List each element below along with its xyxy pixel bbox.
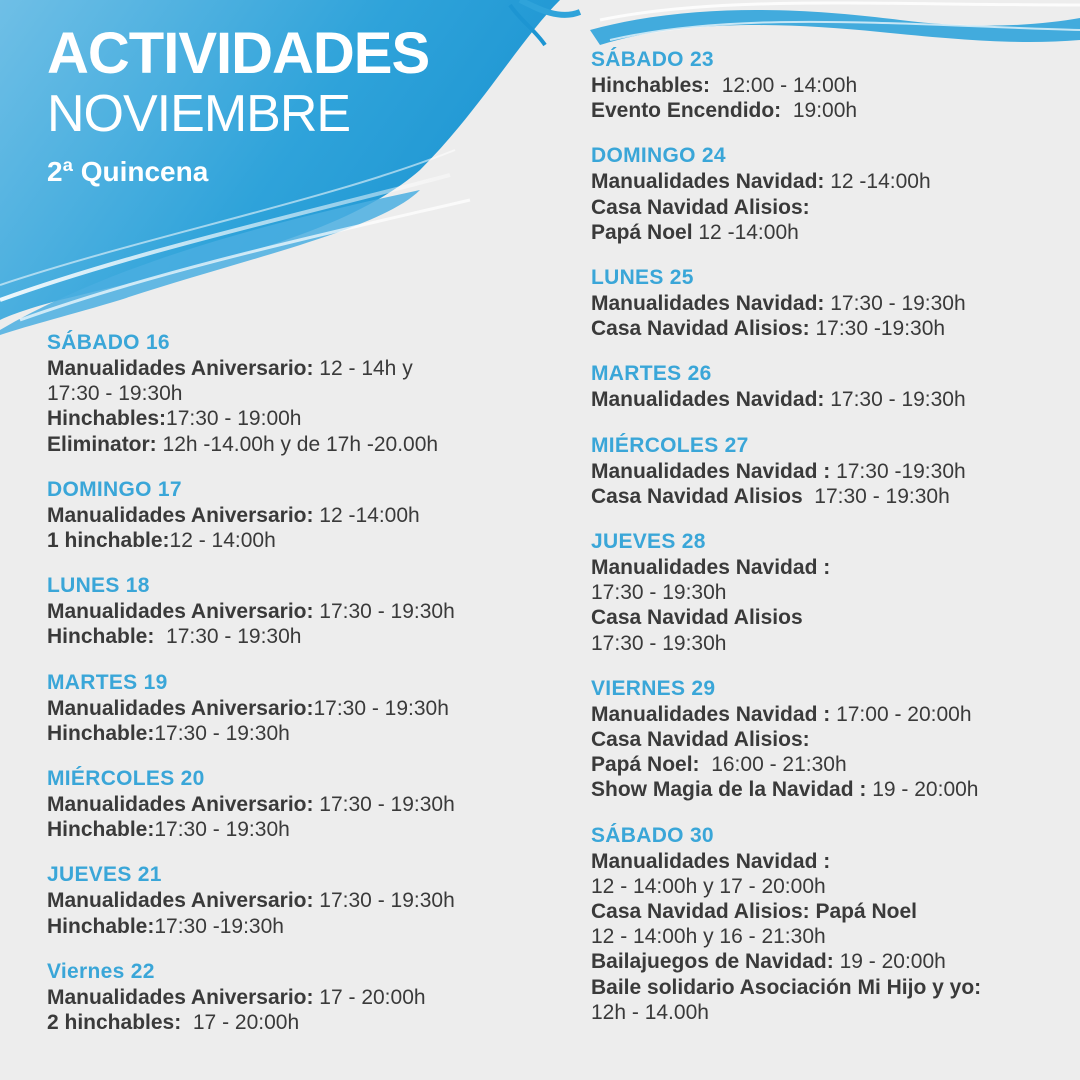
day-block bbox=[591, 143, 1071, 245]
activity-time: 17:30 - 19:30h bbox=[824, 388, 966, 412]
day-block bbox=[591, 529, 1071, 656]
day-block bbox=[591, 676, 1071, 803]
right-schedule-column bbox=[591, 47, 1071, 1045]
activity-time: 17:30 - 19:30h bbox=[313, 696, 449, 720]
activity-line bbox=[591, 605, 1071, 630]
activity-time: 17:30 - 19:30h bbox=[591, 631, 727, 655]
activity-name: Hinchables: bbox=[47, 407, 167, 431]
activity-time: 12 -14:00h bbox=[313, 503, 420, 527]
activity-line bbox=[591, 899, 1071, 924]
day-title: Viernes 22 bbox=[47, 959, 155, 983]
activity-name: Manualidades Aniversario: bbox=[47, 357, 314, 380]
activity-line bbox=[47, 888, 527, 913]
activity-name: Eliminator: bbox=[47, 432, 157, 456]
activity-name: Evento Encendido: bbox=[591, 99, 782, 123]
activity-name: Manualidades Navidad : bbox=[591, 556, 831, 580]
activity-line bbox=[591, 580, 1071, 605]
activity-time: 17:30 -19:30h bbox=[830, 459, 966, 483]
activity-time: 12h -14.00h y de 17h -20.00h bbox=[156, 432, 439, 456]
activity-time: 17:00 - 20:00h bbox=[830, 702, 972, 726]
day-block bbox=[47, 670, 527, 746]
day-title: VIERNES 29 bbox=[591, 676, 716, 700]
activity-name: Manualidades Navidad: bbox=[591, 292, 825, 316]
activity-time: 12 - 14:00h y 17 - 20:00h bbox=[591, 874, 826, 898]
day-title: MIÉRCOLES 27 bbox=[591, 433, 749, 457]
activity-name: Papá Noel bbox=[591, 220, 693, 244]
day-title: MARTES 26 bbox=[591, 362, 712, 386]
activity-line bbox=[591, 316, 1071, 341]
activity-name: Manualidades Navidad: bbox=[591, 388, 825, 412]
activity-name: Bailajuegos de Navidad: bbox=[591, 950, 834, 974]
page-title: ACTIVIDADES bbox=[47, 21, 430, 86]
day-title: MARTES 19 bbox=[47, 670, 168, 694]
activity-name: Manualidades Navidad : bbox=[591, 849, 831, 873]
activity-line bbox=[47, 381, 527, 406]
activity-line bbox=[47, 528, 527, 553]
activity-time: 19 - 20:00h bbox=[833, 950, 946, 974]
activity-name: Manualidades Navidad: bbox=[591, 170, 825, 194]
activity-line bbox=[47, 1010, 527, 1035]
activity-name: Casa Navidad Alisios bbox=[591, 484, 803, 508]
activity-line bbox=[591, 291, 1071, 316]
day-title: JUEVES 21 bbox=[47, 863, 162, 887]
activity-name: Show Magia de la Navidad : bbox=[591, 778, 867, 802]
activity-line bbox=[591, 631, 1071, 656]
day-block bbox=[47, 477, 527, 553]
activity-time: 12 - 14:00h bbox=[169, 529, 276, 553]
activity-time: 19 - 20:00h bbox=[866, 778, 979, 802]
activity-time: 17:30 - 19:30h bbox=[154, 625, 302, 649]
activity-line bbox=[591, 949, 1071, 974]
activity-name: Casa Navidad Alisios: bbox=[591, 728, 810, 752]
activity-time: 17:30 - 19:30h bbox=[313, 889, 455, 913]
activity-line bbox=[47, 792, 527, 817]
activity-name: Hinchable: bbox=[47, 625, 155, 649]
activity-name: Manualidades Aniversario: bbox=[47, 889, 314, 913]
left-schedule-column bbox=[47, 330, 527, 1055]
day-block bbox=[47, 330, 527, 457]
activity-name: Manualidades Aniversario: bbox=[47, 600, 314, 624]
activity-time: 17:30 - 19:30h bbox=[802, 484, 950, 508]
activity-time: 12 - 14:00h y 16 - 21:30h bbox=[591, 925, 826, 949]
activity-time: 17:30 -19:30h bbox=[809, 317, 946, 341]
activity-line bbox=[591, 387, 1071, 412]
day-block bbox=[47, 573, 527, 649]
day-title: SÁBADO 16 bbox=[47, 331, 170, 354]
activity-line bbox=[591, 702, 1071, 727]
activity-line bbox=[47, 356, 527, 381]
activity-time: 17:30 -19:30h bbox=[154, 914, 284, 938]
day-title: DOMINGO 17 bbox=[47, 477, 182, 501]
activity-time: 17:30 - 19:30h bbox=[591, 581, 727, 605]
activity-line bbox=[591, 73, 1071, 98]
activity-name: Manualidades Aniversario: bbox=[47, 793, 314, 817]
activity-line bbox=[47, 432, 527, 457]
day-title: MIÉRCOLES 20 bbox=[47, 767, 205, 791]
activity-name: 1 hinchable: bbox=[47, 529, 170, 553]
activity-name: Casa Navidad Alisios: bbox=[591, 317, 810, 341]
activity-line bbox=[591, 195, 1071, 220]
activity-time: 17 - 20:00h bbox=[313, 985, 426, 1009]
activity-time: 12 - 14h y bbox=[313, 357, 413, 380]
day-block bbox=[591, 47, 1071, 123]
activity-time: 17:30 - 19:30h bbox=[824, 292, 966, 316]
activity-name: Hinchable: bbox=[47, 914, 155, 938]
activity-name: Hinchables: bbox=[591, 74, 711, 97]
activity-name: Casa Navidad Alisios: bbox=[591, 195, 810, 219]
activity-time: 17:30 - 19:30h bbox=[154, 721, 290, 745]
day-title: DOMINGO 24 bbox=[591, 144, 726, 168]
day-title: JUEVES 28 bbox=[591, 530, 706, 554]
activity-name: 2 hinchables: bbox=[47, 1011, 182, 1035]
activity-line bbox=[591, 924, 1071, 949]
activity-line bbox=[47, 914, 527, 939]
activity-line bbox=[591, 459, 1071, 484]
day-block bbox=[591, 361, 1071, 412]
activity-line bbox=[591, 555, 1071, 580]
activity-name: Casa Navidad Alisios bbox=[591, 606, 803, 630]
activity-line bbox=[591, 874, 1071, 899]
activity-name: Baile solidario Asociación Mi Hijo y yo: bbox=[591, 975, 982, 999]
activity-line bbox=[591, 849, 1071, 874]
activity-line bbox=[47, 817, 527, 842]
activity-name: Manualidades Navidad : bbox=[591, 459, 831, 483]
activity-name: Manualidades Aniversario: bbox=[47, 985, 314, 1009]
activity-line bbox=[47, 406, 527, 431]
activity-line bbox=[47, 985, 527, 1010]
activity-line bbox=[591, 98, 1071, 123]
activity-name: Casa Navidad Alisios: Papá Noel bbox=[591, 900, 918, 924]
activity-time: 17:30 - 19:00h bbox=[166, 407, 302, 431]
day-block bbox=[591, 265, 1071, 341]
activity-line bbox=[591, 752, 1071, 777]
activity-time: 17:30 - 19:30h bbox=[154, 818, 290, 842]
activity-line bbox=[591, 220, 1071, 245]
day-block bbox=[591, 433, 1071, 509]
day-block bbox=[591, 823, 1071, 1025]
activity-line bbox=[47, 599, 527, 624]
activity-name: Manualidades Aniversario: bbox=[47, 696, 314, 720]
activity-time: 12 -14:00h bbox=[692, 220, 799, 244]
activity-name: Manualidades Aniversario: bbox=[47, 503, 314, 527]
activity-line bbox=[47, 696, 527, 721]
activity-time: 19:00h bbox=[781, 99, 858, 123]
page-title-month: NOVIEMBRE bbox=[47, 85, 351, 143]
activity-line bbox=[591, 484, 1071, 509]
activity-line bbox=[591, 727, 1071, 752]
activity-name: Hinchable: bbox=[47, 818, 155, 842]
activity-time: 17 - 20:00h bbox=[181, 1011, 300, 1035]
page-subtitle: 2ª Quincena bbox=[47, 156, 209, 187]
activity-time: 17:30 - 19:30h bbox=[313, 600, 455, 624]
header bbox=[47, 22, 429, 192]
day-block bbox=[47, 959, 527, 1035]
activity-time: 12:00 - 14:00h bbox=[710, 74, 858, 97]
day-title: LUNES 18 bbox=[47, 574, 150, 598]
activity-line bbox=[591, 1000, 1071, 1025]
activity-name: Papá Noel: bbox=[591, 753, 700, 777]
day-title: SÁBADO 23 bbox=[591, 48, 714, 71]
activity-time: 17:30 - 19:30h bbox=[47, 382, 183, 406]
activity-line bbox=[591, 777, 1071, 802]
activity-time: 17:30 - 19:30h bbox=[313, 793, 455, 817]
day-title: SÁBADO 30 bbox=[591, 823, 714, 847]
activity-name: Hinchable: bbox=[47, 721, 155, 745]
day-block bbox=[47, 862, 527, 938]
day-title: LUNES 25 bbox=[591, 266, 694, 290]
activity-time: 12 -14:00h bbox=[824, 170, 931, 194]
activity-name: Manualidades Navidad : bbox=[591, 702, 831, 726]
activity-line bbox=[591, 975, 1071, 1000]
activity-line bbox=[47, 721, 527, 746]
activity-time: 12h - 14.00h bbox=[591, 1000, 709, 1024]
activity-line bbox=[591, 169, 1071, 194]
activity-line bbox=[47, 624, 527, 649]
day-block bbox=[47, 766, 527, 842]
activity-line bbox=[47, 503, 527, 528]
activity-time: 16:00 - 21:30h bbox=[699, 753, 847, 777]
